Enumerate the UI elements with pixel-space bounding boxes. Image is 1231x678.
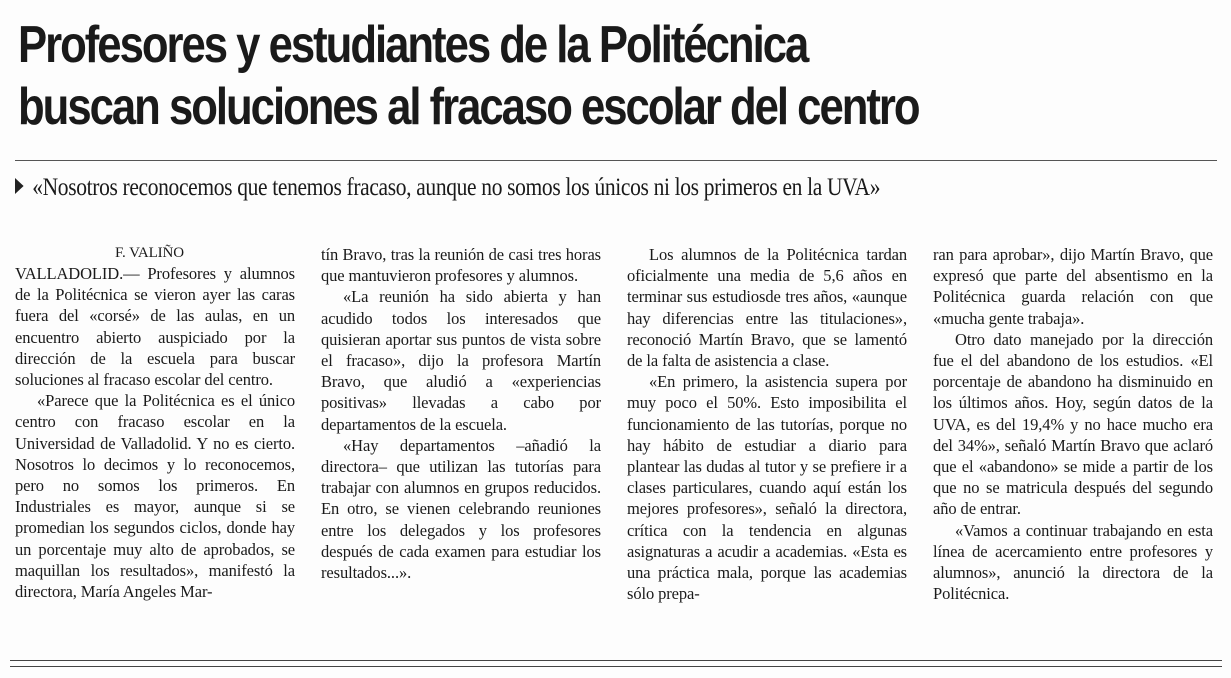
triangle-bullet-icon (15, 178, 24, 194)
headline-line-1: Profesores y estudiantes de la Politécnica (18, 16, 808, 74)
article-column-4 (933, 244, 1213, 656)
subheadline-text: «Nosotros reconocemos que tenemos fracaso, aunque no somos los únicos ni los primeros en la UVA» (32, 174, 881, 201)
paragraph: tín Bravo, tras la reunión de casi tres horas que mantuvieron profesores y alumnos. (321, 245, 601, 286)
paragraph: Otro dato manejado por la dirección fue el del abandono de los estudios. «El porcentaje de abandono ha disminuido en los últimos años. Hoy, según datos de la UVA, es del 19,4% y no hace mucho era del 34%», señaló Martín Bravo que aclaró que el «abandono» se mide a partir de los que no se matricula después del segundo año de entrar. (933, 329, 1213, 519)
paragraph: «Hay departamentos –añadió la directora– que utilizan las tutorías para trabajar con alumnos en grupos reducidos. En otro, se vienen celebrando reuniones entre los delegados y los profesores después de cada examen para estudiar los resultados...». (321, 435, 601, 583)
bottom-double-rule (10, 660, 1222, 667)
paragraph: «Parece que la Politécnica es el único centro con fracaso escolar en la Universidad de Valladolid. Y no es cierto. Nosotros lo decimos y lo reconocemos, pero no somos los primeros. En Industriales es mayor, aunque si se promedian los segundos ciclos, donde hay un porcentaje muy alto de aprobados, se maquillan los resultados», manifestó la directora, María Angeles Mar- (15, 391, 295, 602)
paragraph: ran para aprobar», dijo Martín Bravo, que expresó que parte del absentismo en la Politécnica guarda relación con que «mucha gente trabaja». (933, 245, 1213, 328)
article-column-3 (627, 244, 907, 656)
article-column-1 (15, 244, 295, 656)
article-body (15, 244, 1215, 656)
paragraph: Los alumnos de la Politécnica tardan oficialmente una media de 5,6 años en terminar sus estudiosde tres años, «aunque hay diferencias entre las titulaciones», reconoció Martín Bravo, que se lamentó de la falta de asistencia a clase. (627, 245, 907, 371)
headline-line-2: buscan soluciones al fracaso escolar del centro (18, 78, 919, 136)
subheadline (15, 172, 1056, 204)
paragraph: «La reunión ha sido abierta y han acudido todos los interesados que quisieran aportar sus puntos de vista sobre el fracaso», dijo la profesora Martín Bravo, que aludió a «experiencias positivas» llevadas a cabo por departamentos de la escuela. (321, 287, 601, 434)
paragraph: «En primero, la asistencia supera por muy poco el 50%. Esto imposibilita el funcionamiento de las tutorías, porque no hay hábito de estudiar a diario para plantear las dudas al tutor y se prefiere ir a clases particulares, cuando aquí están los mejores profesores», señaló la directora, crítica con la tendencia en algunas asignaturas a acudir a academias. «Esta es una práctica mala, porque las academias sólo prepa- (627, 372, 907, 604)
top-rule (15, 160, 1217, 161)
paragraph (15, 263, 295, 390)
dateline: VALLADOLID.— (15, 264, 140, 283)
paragraph: «Vamos a continuar trabajando en esta línea de acercamiento entre profesores y alumnos», anunció la directora de la Politécnica. (933, 520, 1213, 604)
paragraph-text: Profesores y alumnos de la Politécnica se vieron ayer las caras fuera del «corsé» de las aulas, en un encuentro abierto auspiciado por la dirección de la escuela para buscar soluciones al fracaso escolar del centro. (15, 264, 295, 390)
byline: F. VALIÑO (115, 245, 185, 261)
article-column-2 (321, 244, 601, 656)
headline (18, 14, 1026, 138)
